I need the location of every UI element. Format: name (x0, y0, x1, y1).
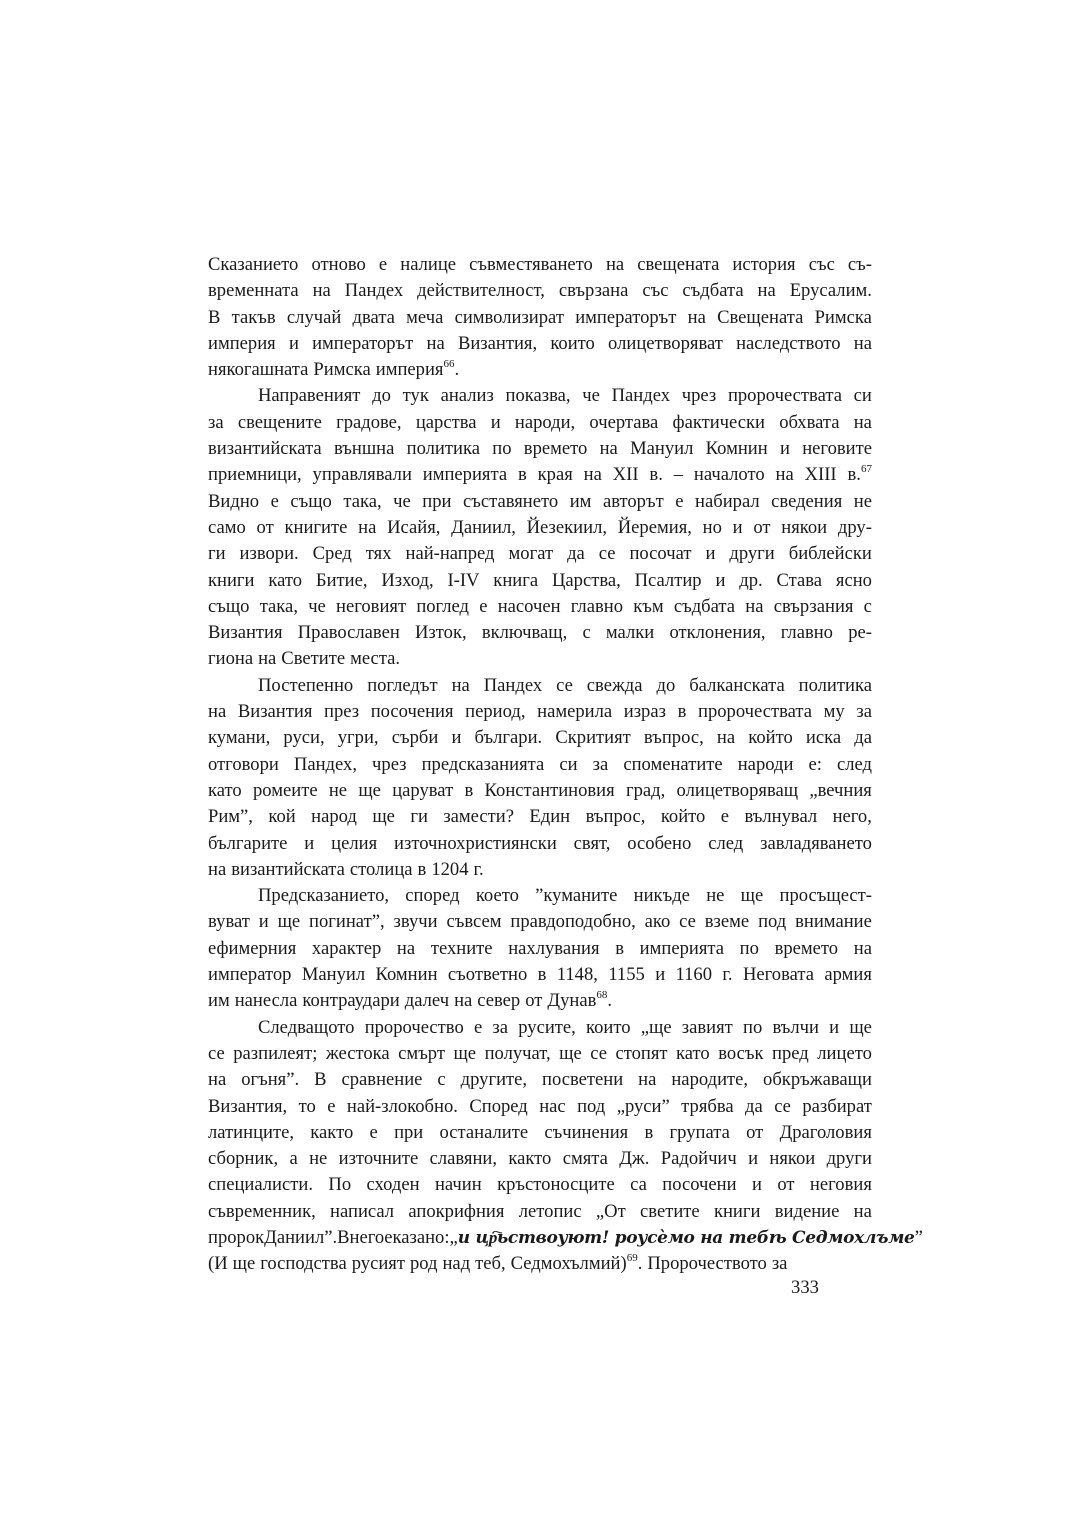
text-line: пророк Даниил”. В него е казано: „и цр҇ьствоуют! роусѐмо на тебѣ Седмохлъме” (208, 1226, 923, 1248)
text-line: временната на Пандех действителност, свързана със съдбата на Ерусалим. (208, 280, 872, 302)
text-line: също така, че неговият поглед е насочен главно към съдбата на свързания с (208, 595, 872, 617)
paragraph (208, 883, 872, 1014)
text-line: Видно е също така, че при съставянето им авторът е набирал сведения не (208, 490, 872, 512)
text-line: латинците, както е при останалите съчинения в групата от Драголовия (208, 1121, 872, 1143)
text-line: за свещените градове, царства и народи, очертава фактически обхвата на (208, 411, 872, 433)
text-line: Византия Православен Изток, включващ, с малки отклонения, главно ре- (208, 622, 872, 644)
text-line: книги като Битие, Изход, I-IV книга Царства, Псалтир и др. Става ясно (208, 569, 872, 591)
paragraph (208, 252, 872, 383)
text-line: (И ще господства русият род над теб, Седмохълмий)$^{69}$. Пророчеството за (208, 1252, 788, 1275)
text-line: на огъня”. В сравнение с другите, посветени на народите, обкръжаващи (208, 1069, 872, 1091)
text-line: Следващото пророчество е за русите, които „ще завият по вълчи и ще (258, 1016, 872, 1038)
text-line: император Мануил Комнин съответно в 1148, 1155 и 1160 г. Неговата армия (208, 964, 872, 986)
text-line: като ромеите не ще царуват в Константиновия град, олицетворяващ „вечния (208, 779, 872, 801)
text-line: кумани, руси, угри, сърби и българи. Скритият въпрос, на който иска да (208, 727, 872, 749)
text-line: някогашната Римска империя$^{66}$. (208, 358, 460, 381)
text-line: Предсказанието, според което ”куманите никъде не ще просъщест- (258, 885, 872, 907)
text-line: Направеният до тук анализ показва, че Пандех чрез пророчествата си (258, 385, 872, 407)
footnote-ref: 66 (443, 358, 455, 370)
text-line: В такъв случай двата меча символизират императорът на Свещената Римска (208, 306, 872, 328)
footnote-ref: 68 (596, 989, 608, 1002)
text-line: им нанесла контраудари далеч на север от Дунав$^{68}$. (208, 989, 613, 1012)
text-line: Сказанието отново е налице съвместяването на свещената история със съ- (208, 254, 872, 275)
text-line: вуват и ще погинат”, звучи съвсем правдоподобно, ако се вземе под внимание (208, 911, 872, 933)
text-line: Постепенно погледът на Пандех се свежда до балканската политика (258, 674, 872, 696)
footnote-ref: 67 (860, 463, 872, 476)
text-line: приемници, управлявали империята в края на XII в. – началото на XIII в.$^{67}$ (208, 463, 872, 486)
paragraph (208, 1015, 923, 1278)
text-line: Рим”, кой народ ще ги замести? Един въпрос, който е вълнувал него, (208, 806, 872, 828)
old-slavonic-quote: и цр҇ьствоуют! роусѐмо на тебѣ Седмохлъме (457, 1227, 915, 1248)
paragraph (208, 383, 872, 672)
text-line: ги извори. Сред тях най-напред могат да се посочат и други библейски (208, 543, 872, 565)
text-line: ефимерния характер на техните нахлувания в империята по времето на (208, 937, 872, 959)
text-line: на Византия през посочения период, намерила израз в пророчествата му за (208, 701, 872, 723)
text-line: само от книгите на Исайя, Даниил, Йезекиил, Йеремия, но и от някои дру- (208, 516, 872, 538)
text-line: отговори Пандех, чрез предсказанията си за споменатите народи е: след (208, 753, 872, 775)
paragraph (208, 673, 872, 883)
text-line: на византийската столица в 1204 г. (208, 858, 484, 880)
text-line: гиона на Светите места. (208, 648, 401, 670)
text-line: специалисти. По сходен начин кръстоносците са посочени и от неговия (208, 1174, 872, 1196)
text-line: византийската външна политика по времето на Мануил Комнин и неговите (208, 438, 872, 460)
text-line: съвременник, написал апокрифния летопис „От светите книги видение на (208, 1200, 872, 1222)
body-text (208, 252, 923, 1278)
text-line: се разпилеят; жестока смърт ще получат, ще се стопят като восък пред лицето (208, 1042, 872, 1064)
page-number: 333 (791, 1277, 819, 1298)
text-line: империя и императорът на Византия, които олицетворяват наследството на (208, 332, 872, 354)
text-line: сборник, а не източните славяни, както смята Дж. Радойчич и някои други (208, 1148, 872, 1170)
footnote-ref: 69 (626, 1252, 638, 1265)
text-line: Византия, то е най-злокобно. Според нас под „руси” трябва да се разбират (208, 1095, 872, 1117)
text-line: българите и целия източнохристиянски свят, особено след завладяването (208, 832, 872, 854)
